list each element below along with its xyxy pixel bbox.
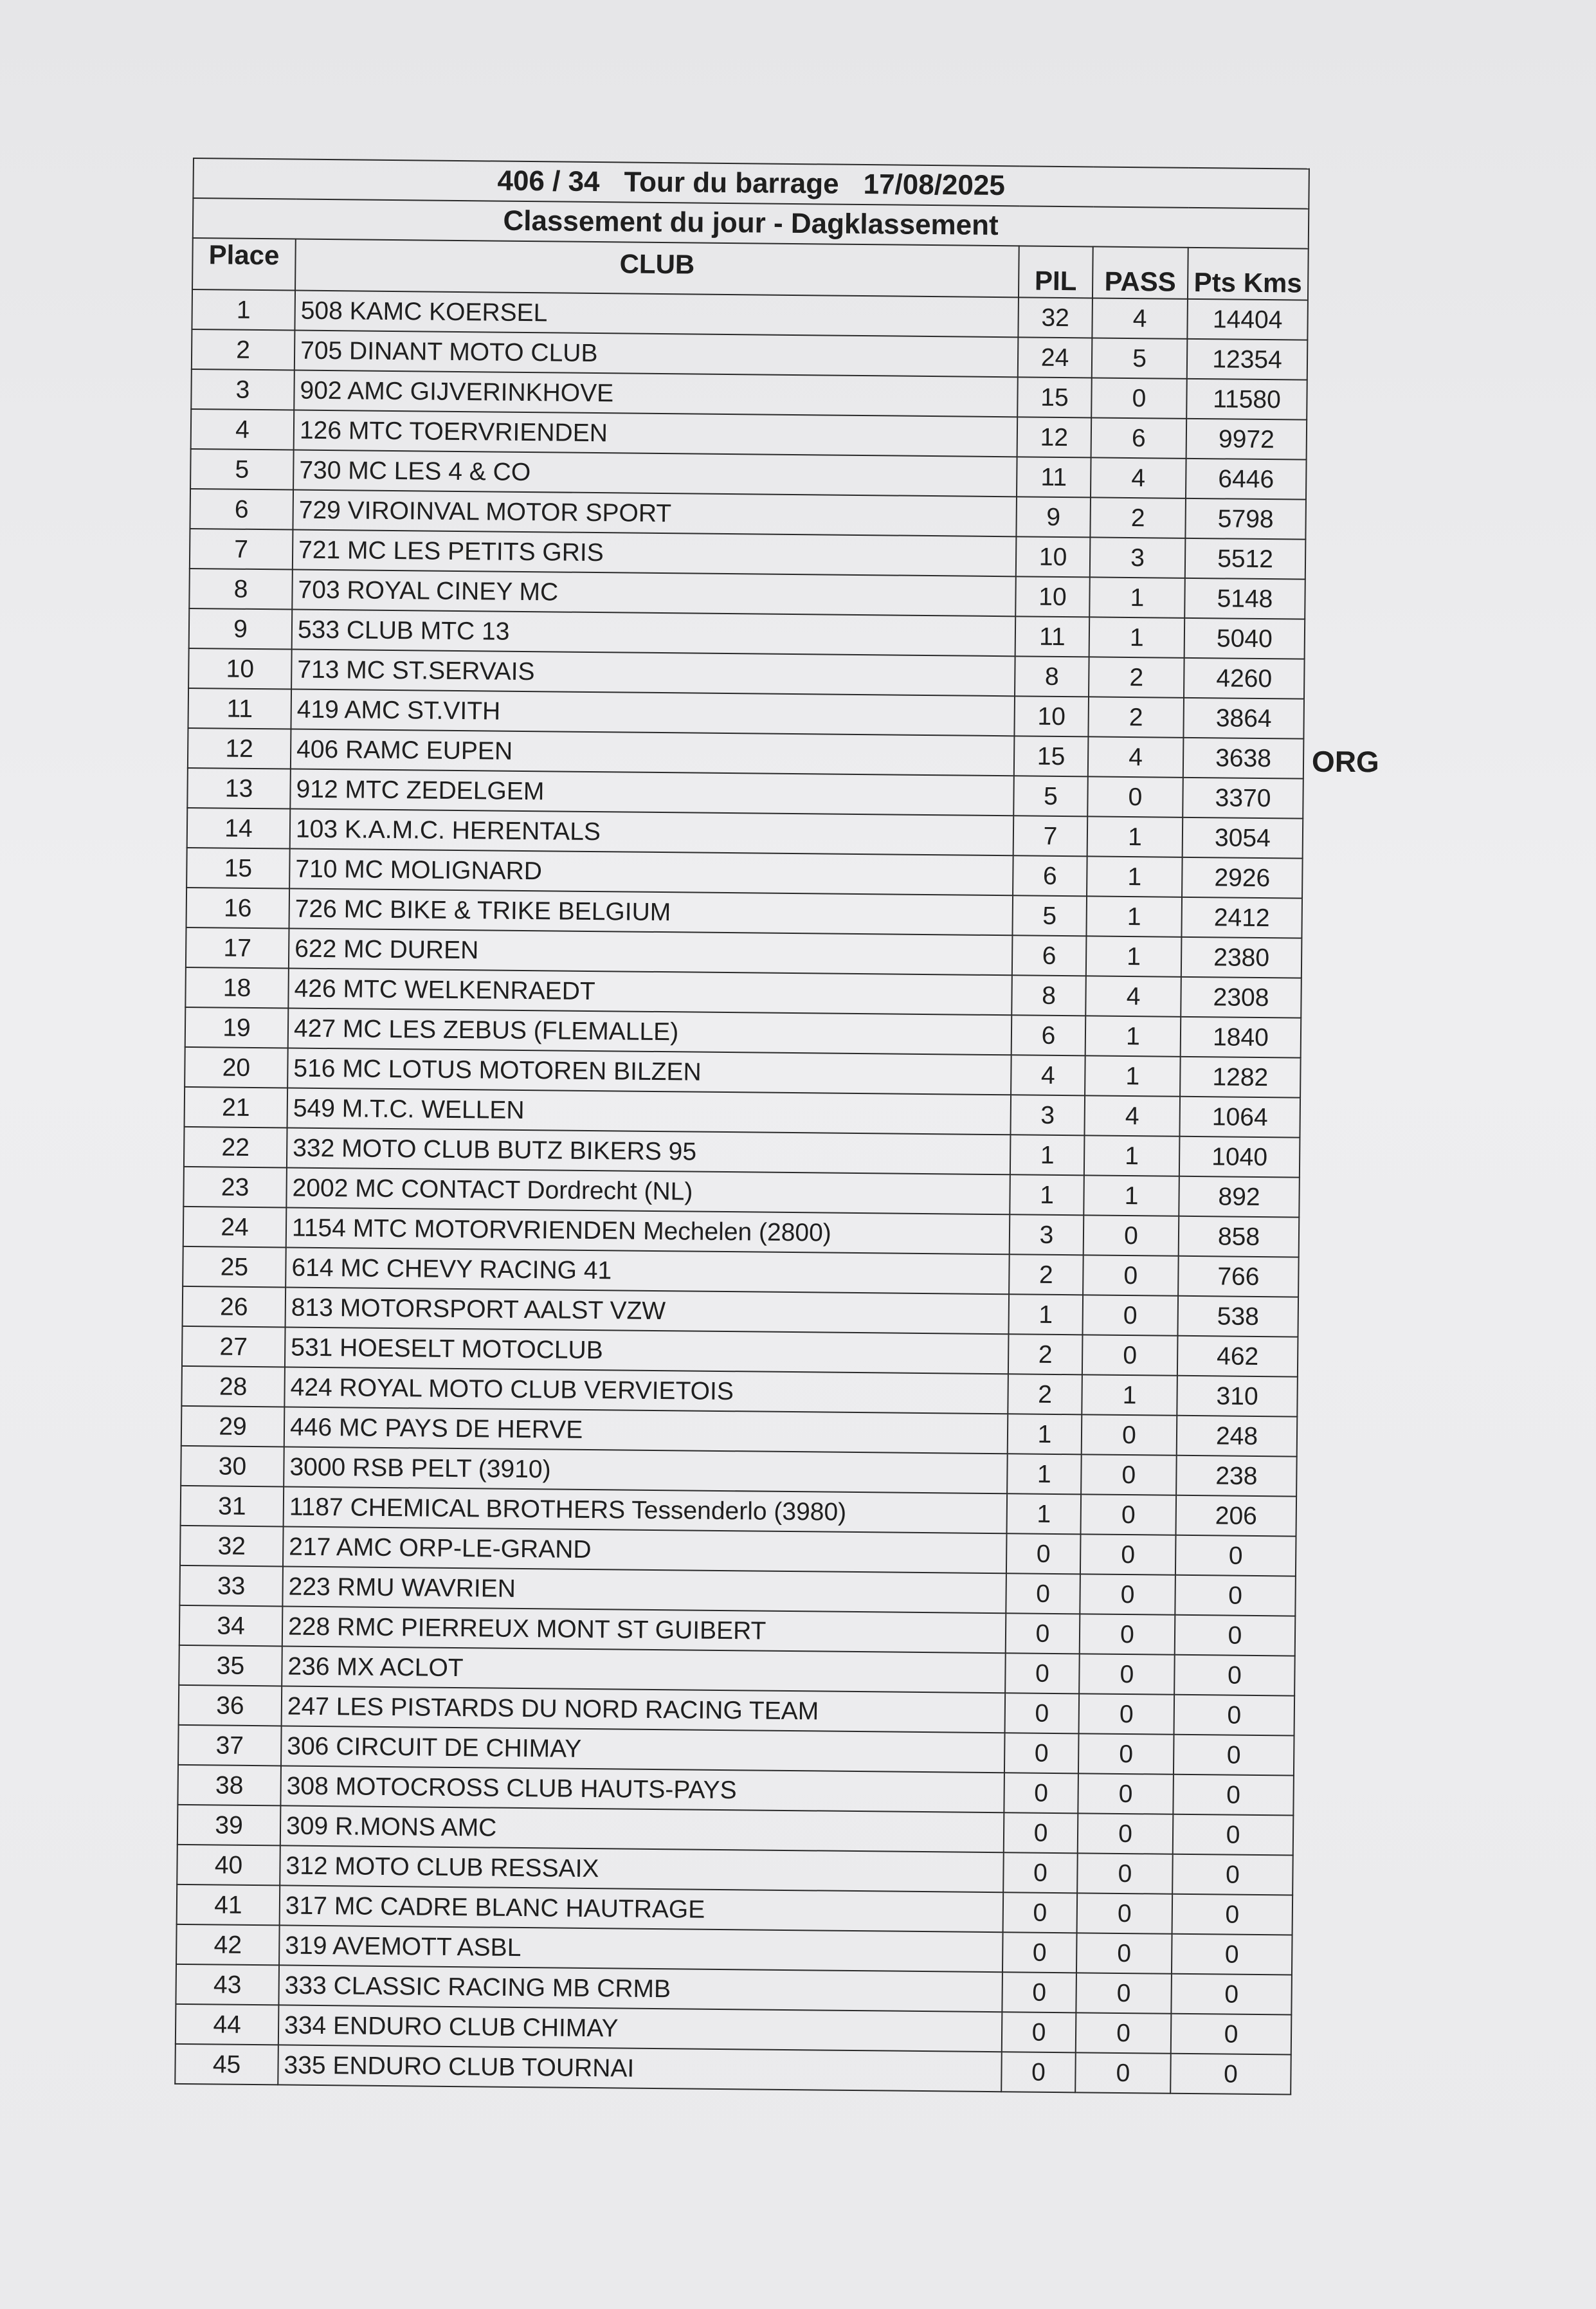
column-header-club: CLUB	[295, 239, 1019, 298]
cell-pil: 0	[1004, 1812, 1078, 1853]
cell-pass: 5	[1092, 338, 1188, 378]
cell-club: 726 MC BIKE & TRIKE BELGIUM	[289, 888, 1013, 935]
cell-pil: 0	[1003, 1892, 1078, 1933]
cell-pts-kms: 538	[1177, 1296, 1298, 1337]
cell-place: 40	[177, 1845, 280, 1886]
cell-place: 36	[179, 1685, 282, 1726]
cell-place: 10	[188, 648, 292, 689]
cell-pts-kms: 2926	[1182, 857, 1303, 899]
cell-pil: 0	[1001, 2052, 1076, 2092]
cell-pass: 3	[1090, 537, 1186, 578]
cell-club: 446 MC PAYS DE HERVE	[284, 1407, 1008, 1454]
cell-place: 12	[188, 728, 291, 769]
cell-pass: 4	[1085, 976, 1181, 1016]
cell-place: 7	[190, 529, 293, 570]
cell-place: 32	[180, 1526, 284, 1567]
cell-club: 508 KAMC KOERSEL	[295, 291, 1019, 338]
cell-club: 703 ROYAL CINEY MC	[292, 570, 1016, 617]
cell-pts-kms: 12354	[1187, 339, 1308, 380]
cell-club: 710 MC MOLIGNARD	[289, 848, 1013, 895]
cell-pil: 0	[1006, 1573, 1080, 1614]
cell-pil: 0	[1005, 1693, 1080, 1733]
cell-pass: 0	[1079, 1693, 1175, 1734]
cell-club: 713 MC ST.SERVAIS	[291, 650, 1015, 697]
cell-pil: 3	[1010, 1095, 1085, 1135]
cell-pil: 0	[1004, 1773, 1078, 1813]
cell-pass: 0	[1078, 1733, 1174, 1774]
cell-club: 306 CIRCUIT DE CHIMAY	[281, 1726, 1005, 1773]
cell-pass: 0	[1082, 1414, 1177, 1455]
cell-pass: 0	[1082, 1295, 1178, 1335]
cell-pass: 0	[1076, 1933, 1172, 1973]
cell-pts-kms: 892	[1179, 1176, 1300, 1218]
classification-table	[174, 158, 1310, 2095]
cell-club: 317 MC CADRE BLANC HAUTRAGE	[280, 1885, 1004, 1932]
cell-place: 37	[178, 1725, 282, 1766]
cell-club: 312 MOTO CLUB RESSAIX	[280, 1845, 1004, 1892]
cell-place: 15	[186, 848, 290, 889]
column-header-pts-kms: Pts Kms	[1188, 248, 1309, 300]
cell-pts-kms: 238	[1176, 1456, 1297, 1497]
cell-pil: 5	[1013, 776, 1088, 816]
cell-pts-kms: 0	[1174, 1655, 1295, 1696]
cell-club: 622 MC DUREN	[289, 928, 1013, 975]
cell-pil: 2	[1008, 1334, 1083, 1374]
cell-pass: 0	[1080, 1574, 1175, 1614]
cell-club: 335 ENDURO CLUB TOURNAI	[278, 2045, 1002, 2092]
cell-club: 2002 MC CONTACT Dordrecht (NL)	[286, 1167, 1010, 1214]
cell-pts-kms: 4260	[1184, 658, 1305, 699]
cell-pil: 10	[1016, 536, 1091, 577]
cell-pil: 24	[1018, 337, 1093, 378]
cell-pts-kms: 5148	[1184, 578, 1305, 619]
column-header-pil: PIL	[1019, 246, 1093, 298]
cell-pass: 0	[1076, 2012, 1172, 2053]
cell-pts-kms: 1064	[1179, 1097, 1300, 1138]
cell-pil: 15	[1017, 377, 1092, 417]
cell-pts-kms: 0	[1172, 1894, 1293, 1935]
cell-pass: 1	[1082, 1374, 1177, 1415]
cell-club: 126 MTC TOERVRIENDEN	[294, 410, 1018, 457]
cell-pass: 1	[1084, 1175, 1179, 1216]
column-header-place: Place	[192, 238, 296, 291]
cell-place: 33	[179, 1565, 283, 1607]
cell-place: 28	[181, 1366, 285, 1407]
cell-place: 18	[185, 967, 289, 1008]
cell-place: 35	[179, 1645, 282, 1686]
cell-pil: 6	[1012, 935, 1087, 976]
cell-place: 2	[192, 329, 295, 370]
cell-club: 424 ROYAL MOTO CLUB VERVIETOIS	[284, 1367, 1008, 1414]
cell-pass: 2	[1088, 697, 1184, 737]
cell-pts-kms: 1282	[1180, 1057, 1301, 1098]
cell-club: 334 ENDURO CLUB CHIMAY	[278, 2005, 1002, 2052]
cell-pil: 9	[1016, 497, 1091, 537]
cell-place: 26	[183, 1286, 286, 1328]
classification-sheet	[174, 158, 1309, 2095]
cell-pil: 11	[1015, 616, 1090, 657]
cell-pil: 3	[1010, 1214, 1084, 1255]
cell-pil: 4	[1011, 1055, 1085, 1095]
cell-place: 8	[189, 569, 293, 610]
cell-pil: 0	[1005, 1653, 1080, 1693]
cell-pass: 0	[1076, 1973, 1172, 2013]
cell-pil: 11	[1017, 457, 1091, 497]
cell-club: 223 RMU WAVRIEN	[282, 1566, 1006, 1613]
event-name: Tour du barrage	[624, 166, 839, 200]
cell-pass: 4	[1084, 1095, 1180, 1136]
cell-pts-kms: 11580	[1186, 379, 1307, 420]
cell-club: 533 CLUB MTC 13	[292, 610, 1016, 657]
cell-pass: 4	[1088, 736, 1184, 777]
cell-pass: 2	[1090, 497, 1186, 538]
cell-pil: 12	[1017, 417, 1092, 457]
cell-pts-kms: 206	[1176, 1495, 1297, 1537]
cell-pil: 0	[1002, 1972, 1076, 2012]
cell-pass: 0	[1075, 2052, 1171, 2093]
cell-club: 902 AMC GIJVERINKHOVE	[294, 370, 1018, 417]
cell-club: 332 MOTO CLUB BUTZ BIKERS 95	[287, 1127, 1011, 1174]
cell-place: 43	[176, 1964, 279, 2005]
cell-pil: 2	[1009, 1254, 1084, 1295]
cell-place: 3	[191, 369, 295, 410]
cell-pass: 6	[1091, 417, 1187, 458]
cell-place: 30	[181, 1446, 284, 1487]
cell-club: 333 CLASSIC RACING MB CRMB	[278, 1965, 1002, 2012]
cell-pil: 1	[1008, 1294, 1083, 1335]
cell-pts-kms: 0	[1173, 1814, 1294, 1856]
cell-club: 1154 MTC MOTORVRIENDEN Mechelen (2800)	[286, 1207, 1010, 1254]
cell-pts-kms: 1040	[1179, 1136, 1300, 1178]
cell-pts-kms: 0	[1172, 1854, 1293, 1895]
cell-pil: 8	[1015, 656, 1089, 697]
cell-pass: 0	[1084, 1215, 1179, 1255]
cell-club: 1187 CHEMICAL BROTHERS Tessenderlo (3980)	[284, 1486, 1008, 1533]
cell-club: 419 AMC ST.VITH	[291, 689, 1015, 736]
cell-place: 23	[183, 1167, 287, 1208]
cell-pts-kms: 766	[1178, 1256, 1299, 1297]
cell-pts-kms: 0	[1171, 2014, 1292, 2055]
event-date: 17/08/2025	[863, 169, 1006, 202]
cell-place: 20	[185, 1047, 288, 1088]
cell-pil: 6	[1013, 855, 1087, 896]
cell-pts-kms: 5512	[1185, 538, 1306, 580]
cell-pil: 32	[1018, 297, 1093, 338]
cell-place: 21	[185, 1087, 288, 1128]
cell-place: 39	[177, 1805, 281, 1846]
cell-club: 729 VIROINVAL MOTOR SPORT	[293, 490, 1017, 537]
cell-pil: 1	[1010, 1174, 1084, 1215]
table-subtitle: Classement du jour - Dagklassement	[193, 198, 1309, 249]
cell-pts-kms: 0	[1175, 1575, 1296, 1616]
cell-club: 217 AMC ORP-LE-GRAND	[283, 1526, 1007, 1573]
cell-pass: 0	[1079, 1654, 1175, 1694]
cell-pass: 0	[1077, 1853, 1173, 1894]
cell-pts-kms: 2380	[1181, 937, 1302, 978]
cell-pass: 1	[1087, 816, 1183, 857]
cell-place: 4	[191, 409, 295, 450]
cell-pass: 1	[1086, 936, 1182, 976]
cell-place: 19	[185, 1007, 289, 1048]
cell-pil: 1	[1007, 1454, 1082, 1494]
cell-place: 45	[175, 2044, 278, 2085]
table-body	[175, 289, 1308, 2095]
cell-club: 912 MTC ZEDELGEM	[290, 769, 1014, 816]
cell-place: 41	[177, 1885, 280, 1926]
cell-pass: 0	[1081, 1494, 1177, 1535]
cell-place: 5	[190, 449, 294, 490]
cell-pts-kms: 9972	[1186, 419, 1307, 460]
cell-pil: 1	[1010, 1135, 1085, 1175]
cell-pts-kms: 858	[1179, 1216, 1300, 1257]
cell-club: 247 LES PISTARDS DU NORD RACING TEAM	[282, 1686, 1006, 1733]
cell-pass: 0	[1080, 1534, 1176, 1574]
cell-pts-kms: 0	[1171, 1974, 1292, 2015]
cell-pts-kms: 310	[1177, 1376, 1298, 1417]
cell-pts-kms: 0	[1174, 1735, 1294, 1776]
cell-pts-kms: 0	[1170, 2054, 1291, 2095]
cell-pts-kms: 5040	[1184, 618, 1305, 659]
cell-pil: 0	[1006, 1533, 1081, 1574]
cell-pass: 1	[1085, 1055, 1181, 1096]
cell-pil: 5	[1012, 895, 1087, 936]
cell-place: 29	[181, 1406, 285, 1447]
cell-pass: 1	[1089, 577, 1185, 617]
cell-pts-kms: 248	[1177, 1416, 1298, 1457]
cell-place: 6	[190, 489, 293, 530]
cell-pts-kms: 14404	[1187, 299, 1308, 340]
cell-place: 14	[187, 808, 291, 849]
event-code: 406 / 34	[497, 165, 600, 198]
cell-place: 38	[177, 1765, 281, 1806]
cell-pil: 1	[1007, 1493, 1082, 1534]
cell-pts-kms: 2412	[1181, 897, 1302, 938]
cell-pass: 1	[1085, 1016, 1181, 1056]
cell-place: 22	[184, 1127, 287, 1168]
cell-pass: 4	[1092, 298, 1188, 338]
cell-place: 9	[189, 608, 293, 650]
cell-club: 721 MC LES PETITS GRIS	[293, 530, 1017, 577]
cell-pts-kms: 0	[1175, 1535, 1296, 1576]
cell-pil: 8	[1011, 975, 1086, 1016]
org-annotation: ORG	[1311, 744, 1379, 779]
cell-club: 426 MTC WELKENRAEDT	[288, 968, 1012, 1015]
cell-pass: 0	[1082, 1335, 1178, 1375]
cell-pass: 0	[1078, 1813, 1174, 1854]
cell-pil: 15	[1014, 736, 1089, 776]
cell-club: 705 DINANT MOTO CLUB	[295, 331, 1019, 378]
cell-pass: 0	[1087, 776, 1183, 817]
cell-pts-kms: 5798	[1185, 498, 1306, 540]
cell-place: 42	[176, 1924, 280, 1966]
cell-place: 44	[176, 2004, 279, 2045]
cell-pass: 2	[1089, 657, 1184, 697]
cell-club: 308 MOTOCROSS CLUB HAUTS-PAYS	[280, 1766, 1004, 1812]
cell-club: 730 MC LES 4 & CO	[293, 450, 1017, 497]
cell-place: 25	[183, 1246, 286, 1288]
cell-pass: 0	[1080, 1614, 1175, 1654]
cell-place: 1	[192, 289, 295, 331]
cell-pts-kms: 462	[1177, 1336, 1298, 1377]
cell-club: 319 AVEMOTT ASBL	[279, 1925, 1003, 1972]
cell-place: 27	[182, 1326, 286, 1367]
cell-pass: 1	[1087, 856, 1183, 897]
cell-pts-kms: 0	[1174, 1695, 1295, 1736]
cell-pil: 6	[1011, 1015, 1086, 1055]
cell-pil: 2	[1008, 1374, 1082, 1414]
cell-pil: 0	[1004, 1733, 1079, 1773]
cell-club: 813 MOTORSPORT AALST VZW	[286, 1287, 1010, 1334]
column-header-pass: PASS	[1093, 246, 1188, 298]
cell-pass: 1	[1089, 617, 1185, 657]
cell-place: 17	[186, 927, 289, 969]
cell-pts-kms: 3638	[1183, 738, 1304, 779]
cell-pil: 7	[1013, 816, 1088, 856]
cell-place: 11	[188, 688, 291, 729]
cell-club: 103 K.A.M.C. HERENTALS	[290, 808, 1014, 855]
cell-club: 516 MC LOTUS MOTOREN BILZEN	[287, 1048, 1011, 1095]
cell-club: 549 M.T.C. WELLEN	[287, 1088, 1011, 1135]
cell-place: 13	[187, 768, 291, 809]
cell-place: 34	[179, 1605, 283, 1647]
cell-pil: 1	[1008, 1414, 1082, 1454]
cell-pts-kms: 3864	[1183, 698, 1304, 739]
cell-club: 406 RAMC EUPEN	[291, 729, 1015, 776]
cell-pts-kms: 6446	[1186, 459, 1307, 500]
cell-pts-kms: 0	[1175, 1615, 1296, 1656]
cell-club: 228 RMC PIERREUX MONT ST GUIBERT	[282, 1606, 1006, 1653]
cell-pil: 0	[1006, 1613, 1080, 1654]
cell-pts-kms: 3054	[1183, 817, 1303, 859]
cell-pass: 1	[1086, 896, 1182, 936]
cell-pil: 0	[1002, 1932, 1077, 1973]
cell-club: 531 HOESELT MOTOCLUB	[285, 1327, 1009, 1374]
cell-pass: 0	[1078, 1773, 1174, 1814]
cell-pts-kms: 0	[1172, 1934, 1292, 1975]
cell-pass: 1	[1084, 1135, 1180, 1176]
cell-pass: 0	[1081, 1454, 1177, 1495]
cell-pass: 4	[1091, 457, 1186, 498]
cell-pts-kms: 2308	[1181, 977, 1301, 1018]
cell-pil: 10	[1014, 696, 1089, 736]
cell-place: 16	[186, 888, 290, 929]
cell-pts-kms: 0	[1173, 1775, 1294, 1816]
cell-club: 309 R.MONS AMC	[280, 1805, 1004, 1852]
cell-pass: 0	[1091, 378, 1187, 418]
cell-pass: 0	[1083, 1255, 1179, 1295]
cell-place: 31	[181, 1486, 284, 1527]
cell-pts-kms: 1840	[1181, 1017, 1301, 1058]
cell-club: 427 MC LES ZEBUS (FLEMALLE)	[288, 1008, 1012, 1055]
cell-place: 24	[183, 1207, 287, 1248]
cell-pil: 0	[1003, 1852, 1078, 1893]
cell-pts-kms: 3370	[1183, 778, 1303, 819]
cell-club: 236 MX ACLOT	[282, 1646, 1006, 1693]
cell-club: 3000 RSB PELT (3910)	[284, 1447, 1008, 1493]
cell-club: 614 MC CHEVY RACING 41	[286, 1247, 1010, 1294]
cell-pass: 0	[1077, 1893, 1173, 1933]
cell-pil: 0	[1002, 2012, 1076, 2052]
cell-pil: 10	[1015, 576, 1090, 617]
